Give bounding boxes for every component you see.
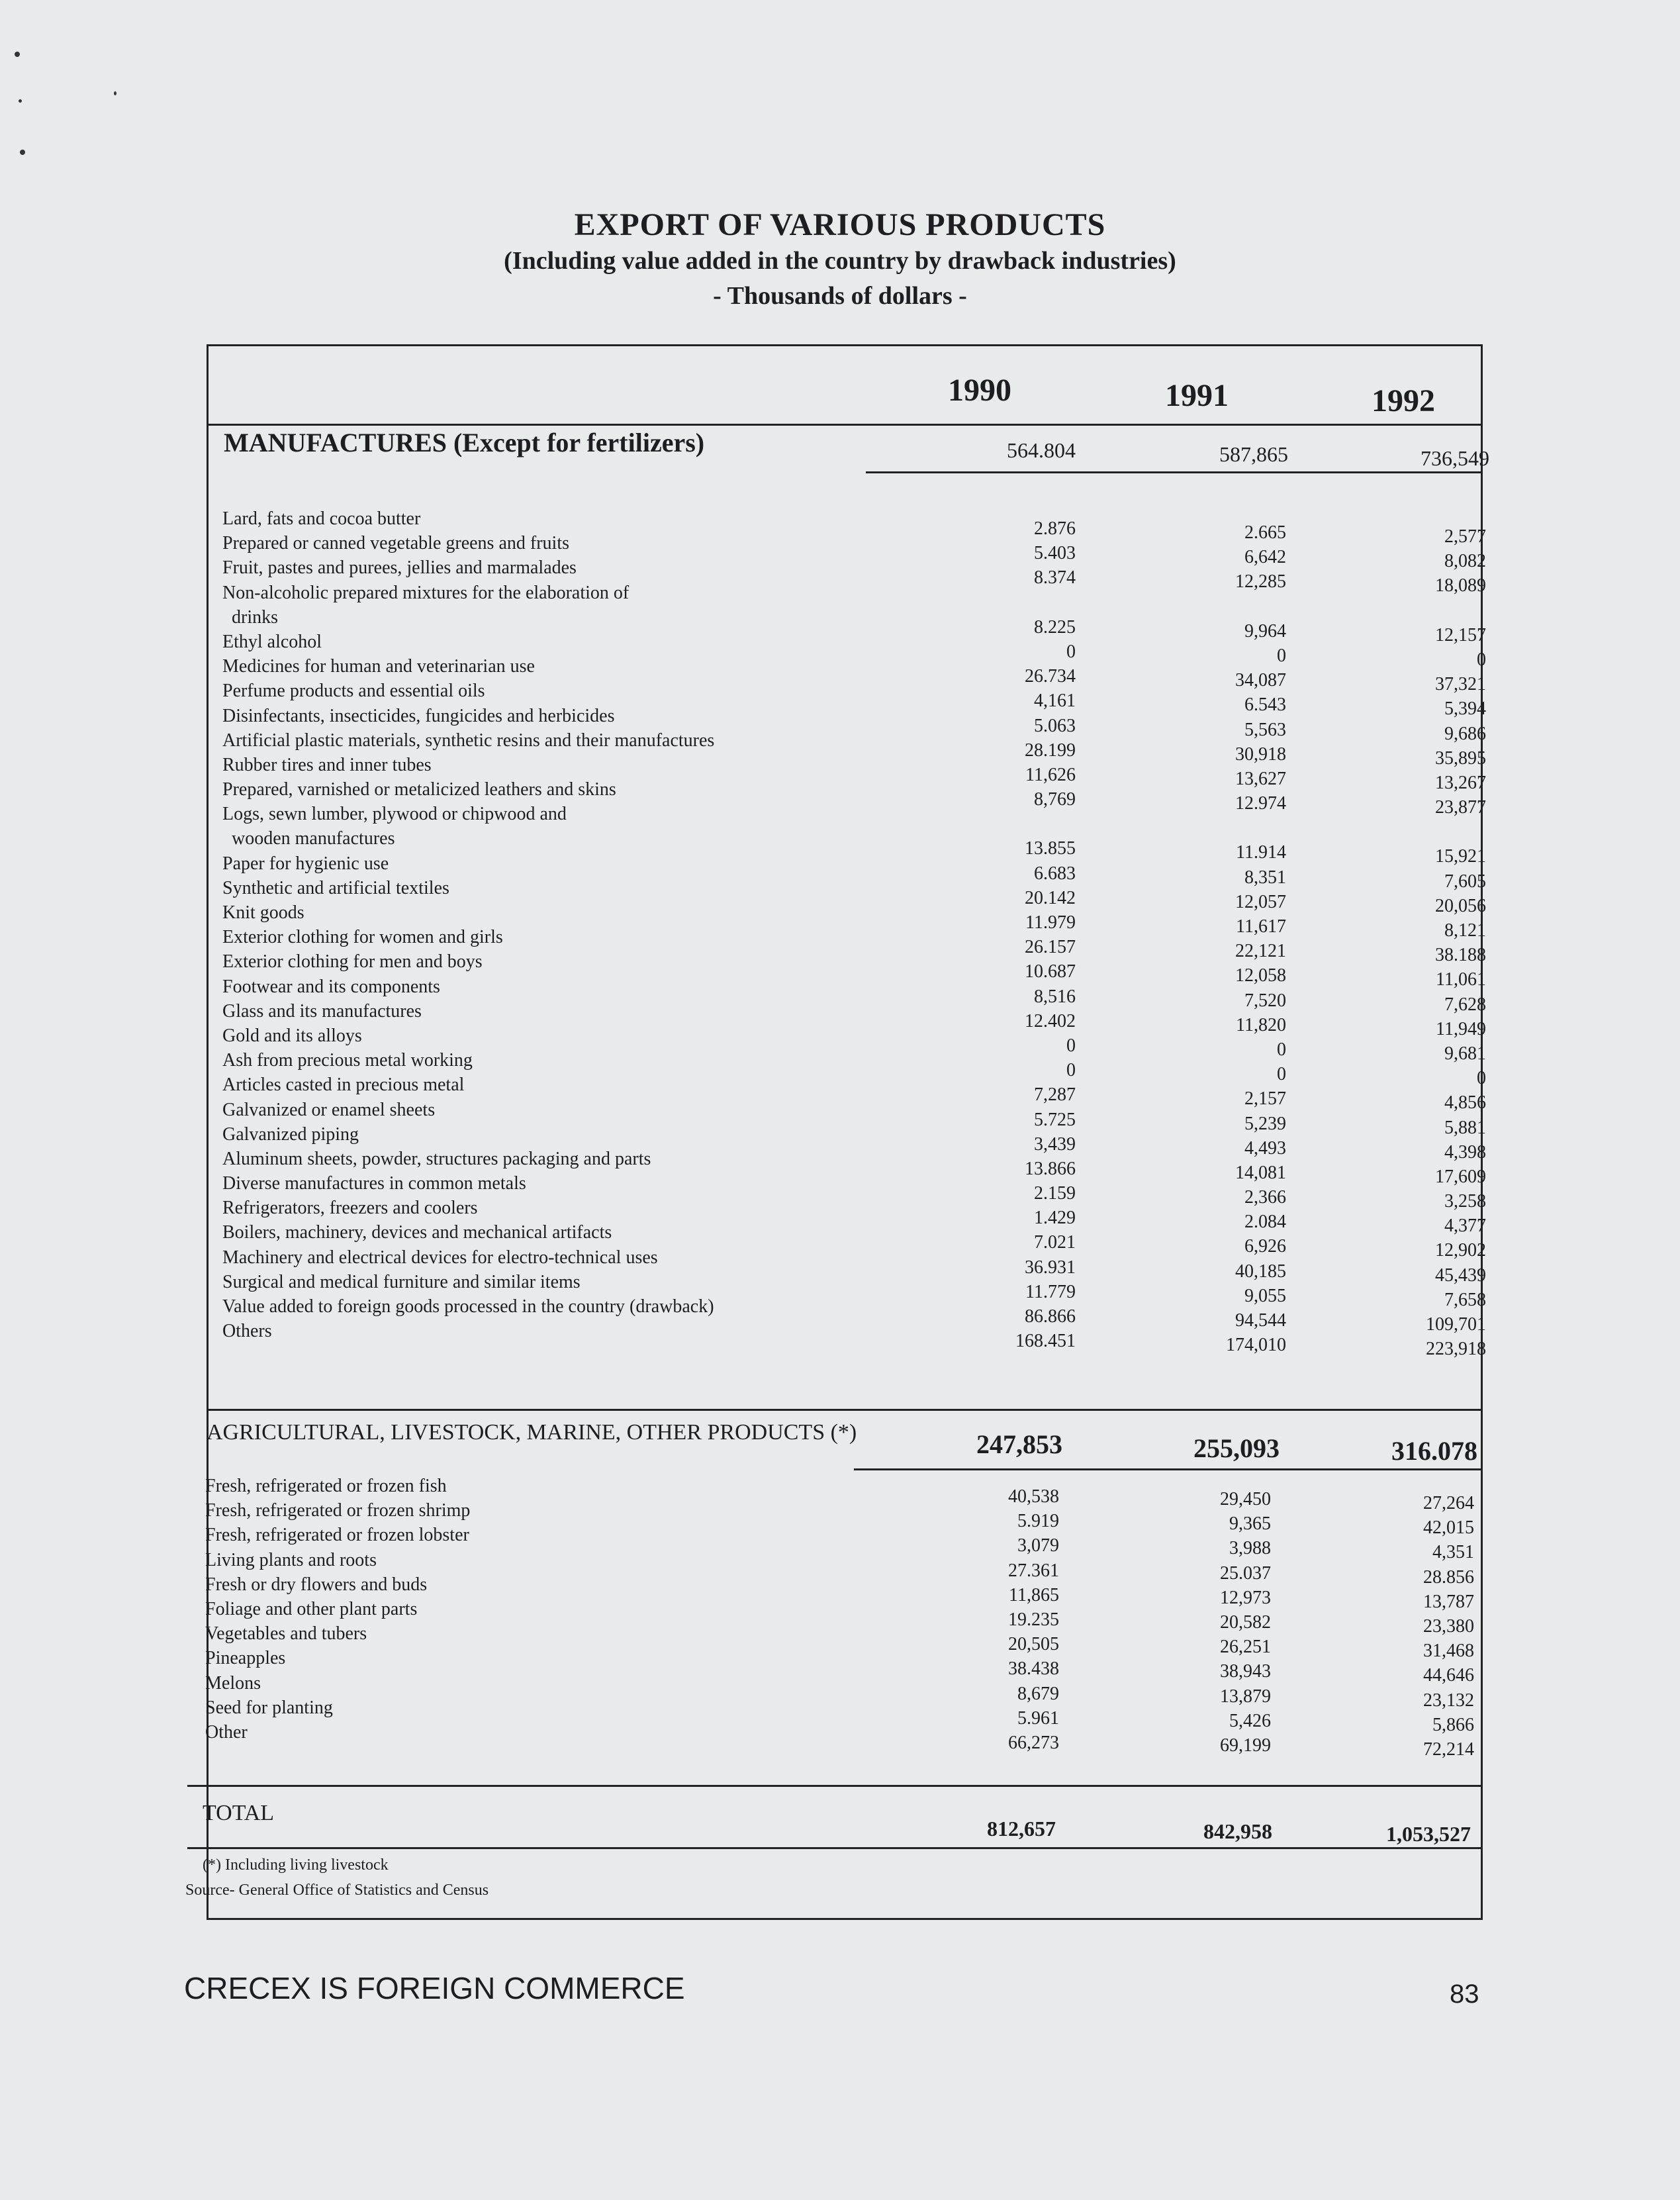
- manufactures-item-label: Ash from precious metal working: [222, 1050, 473, 1071]
- value-1991: 9,365: [1229, 1513, 1271, 1535]
- value-1990: [904, 812, 1076, 836]
- value-1991: 2.084: [1244, 1212, 1286, 1233]
- value-1992: 45,439: [1435, 1265, 1486, 1286]
- value-1992: 4,377: [1444, 1216, 1486, 1237]
- value-1992: 223,918: [1426, 1339, 1486, 1360]
- value-1992: 37,321: [1435, 674, 1486, 695]
- manufactures-values-1991: [1114, 520, 1286, 1357]
- value-1991: [1114, 595, 1286, 619]
- value-1990: 6.683: [1034, 863, 1076, 884]
- value-1990: 2.159: [1034, 1183, 1076, 1204]
- value-1990: 0: [1066, 641, 1076, 662]
- value-1990: 26.734: [1025, 666, 1076, 687]
- value-1991: 2,157: [1244, 1088, 1286, 1110]
- value-1991: 25.037: [1220, 1562, 1271, 1584]
- value-1990: 66,273: [1008, 1732, 1059, 1753]
- value-1992: 7,658: [1444, 1289, 1486, 1310]
- value-1992: 28.856: [1423, 1566, 1474, 1588]
- value-1991: 12.974: [1235, 793, 1286, 814]
- value-1992: 27,264: [1423, 1493, 1474, 1513]
- total-label: TOTAL: [203, 1801, 275, 1825]
- value-1992: 4,398: [1444, 1141, 1486, 1163]
- value-1991: 11.914: [1236, 842, 1286, 863]
- value-1992: 23,132: [1423, 1690, 1474, 1711]
- value-1991: 11,617: [1236, 916, 1286, 937]
- manufactures-item-label: Others: [222, 1321, 272, 1342]
- agricultural-item-label: Vegetables and tubers: [205, 1623, 367, 1645]
- manufactures-item-label: Surgical and medical furniture and similar items: [222, 1271, 581, 1292]
- value-1992: 17,609: [1435, 1166, 1486, 1187]
- value-1991: 40,185: [1235, 1261, 1286, 1282]
- value-1992: 4,856: [1444, 1092, 1486, 1114]
- value-1990: 26.157: [1025, 937, 1076, 958]
- agricultural-item-label: Seed for planting: [205, 1697, 333, 1718]
- value-1991: 12,973: [1220, 1587, 1271, 1608]
- manufactures-item-label: Fruit, pastes and purees, jellies and marmalades: [222, 557, 577, 579]
- value-1991: 9,964: [1244, 620, 1286, 642]
- value-1992: [1314, 598, 1486, 623]
- agricultural-item-label: Fresh or dry flowers and buds: [205, 1574, 428, 1595]
- manufactures-item-label: Disinfectants, insecticides, fungicides and herbicides: [222, 705, 615, 726]
- manufactures-total-1992: 736,549: [1421, 446, 1489, 470]
- value-1990: 11.979: [1025, 912, 1076, 933]
- value-1991: 29,450: [1220, 1489, 1271, 1509]
- value-1992: 31,468: [1423, 1641, 1474, 1662]
- year-header-1992: 1992: [1372, 383, 1435, 418]
- value-1990: 11.779: [1025, 1281, 1076, 1302]
- manufactures-values-1990: [904, 516, 1076, 1353]
- total-divider: [187, 1785, 1483, 1787]
- manufactures-item-label: Machinery and electrical devices for electro-technical uses: [222, 1247, 658, 1268]
- manufactures-item-label: drinks: [232, 606, 278, 628]
- value-1992: 42,015: [1423, 1517, 1474, 1539]
- page-subtitle: (Including value added in the country by drawback industries): [504, 247, 1176, 275]
- value-1991: 5,239: [1244, 1113, 1286, 1134]
- value-1990: 13.855: [1025, 838, 1076, 859]
- value-1991: 0: [1277, 1039, 1286, 1060]
- value-1992: 13,787: [1423, 1591, 1474, 1612]
- value-1991: 94,544: [1235, 1310, 1286, 1331]
- agricultural-heading: AGRICULTURAL, LIVESTOCK, MARINE, OTHER PRODUCTS (*): [207, 1420, 857, 1445]
- value-1992: 0: [1477, 649, 1486, 670]
- agricultural-values-1992: [1302, 1491, 1474, 1762]
- value-1990: 11,626: [1025, 764, 1076, 785]
- value-1990: 5.403: [1034, 543, 1076, 564]
- manufactures-item-label: Boilers, machinery, devices and mechanical artifacts: [222, 1222, 612, 1243]
- manufactures-item-label: Aluminum sheets, powder, structures packaging and parts: [222, 1148, 651, 1169]
- value-1992: 44,646: [1423, 1665, 1474, 1686]
- value-1990: 86.866: [1025, 1306, 1076, 1327]
- value-1991: 26,251: [1220, 1637, 1271, 1658]
- value-1992: 2,577: [1444, 526, 1486, 547]
- value-1990: [904, 591, 1076, 615]
- manufactures-item-label: Synthetic and artificial textiles: [222, 877, 449, 898]
- manufactures-totals-rule: [866, 471, 1483, 473]
- scan-speck: [114, 91, 117, 95]
- value-1990: 5.725: [1034, 1109, 1076, 1130]
- page-number: 83: [1450, 1980, 1479, 2009]
- value-1992: 12,902: [1435, 1240, 1486, 1261]
- manufactures-item-label: wooden manufactures: [232, 828, 395, 849]
- value-1991: 5,426: [1229, 1710, 1271, 1731]
- value-1992: 18,089: [1435, 575, 1486, 597]
- value-1991: 4,493: [1244, 1137, 1286, 1159]
- scan-speck: [19, 99, 22, 103]
- manufactures-item-label: Medicines for human and veterinarian use: [222, 656, 535, 677]
- value-1991: 8,351: [1244, 867, 1286, 888]
- value-1992: 15,921: [1435, 846, 1486, 867]
- manufactures-item-label: Prepared, varnished or metalicized leathers and skins: [222, 779, 616, 800]
- agricultural-item-label: Fresh, refrigerated or frozen fish: [205, 1476, 447, 1496]
- value-1992: 5,394: [1444, 698, 1486, 720]
- value-1992: 11,061: [1436, 969, 1486, 990]
- value-1992: 38.188: [1435, 945, 1486, 966]
- value-1992: 72,214: [1423, 1739, 1474, 1760]
- livestock-note: (*) Including living livestock: [203, 1856, 389, 1874]
- value-1992: 13,267: [1435, 772, 1486, 793]
- manufactures-item-label: Paper for hygienic use: [222, 853, 389, 874]
- manufactures-item-label: Prepared or canned vegetable greens and fruits: [222, 533, 569, 554]
- value-1990: 4,161: [1034, 691, 1076, 712]
- value-1991: 34,087: [1235, 670, 1286, 691]
- manufactures-item-label: Logs, sewn lumber, plywood or chipwood and: [222, 804, 567, 825]
- value-1990: 28.199: [1025, 740, 1076, 761]
- manufactures-item-label: Gold and its alloys: [222, 1025, 362, 1046]
- value-1991: 0: [1277, 645, 1286, 666]
- value-1991: 0: [1277, 1064, 1286, 1085]
- manufactures-item-label: Galvanized or enamel sheets: [222, 1099, 436, 1120]
- value-1990: 11,865: [1009, 1584, 1059, 1605]
- value-1990: 10.687: [1025, 961, 1076, 982]
- value-1990: 40,538: [1008, 1486, 1059, 1507]
- value-1991: 69,199: [1220, 1735, 1271, 1756]
- value-1992: 5,881: [1444, 1117, 1486, 1138]
- value-1990: 38.438: [1008, 1658, 1059, 1680]
- page-title: EXPORT OF VARIOUS PRODUCTS: [574, 207, 1106, 242]
- value-1990: 19.235: [1008, 1609, 1059, 1630]
- value-1992: 11,949: [1436, 1018, 1486, 1039]
- manufactures-values-1992: [1314, 524, 1486, 1361]
- value-1992: 109,701: [1426, 1314, 1486, 1335]
- manufactures-item-label: Value added to foreign goods processed in the country (drawback): [222, 1296, 714, 1317]
- value-1991: [1114, 816, 1286, 840]
- value-1991: 2.665: [1244, 522, 1286, 543]
- manufactures-item-label: Ethyl alcohol: [222, 631, 322, 652]
- manufactures-item-label: Artificial plastic materials, synthetic resins and their manufactures: [222, 730, 715, 751]
- agricultural-item-label: Fresh, refrigerated or frozen lobster: [205, 1525, 469, 1546]
- manufactures-item-label: Rubber tires and inner tubes: [222, 754, 432, 775]
- value-1992: [1314, 820, 1486, 844]
- value-1990: 3,439: [1034, 1133, 1076, 1155]
- value-1990: 7,287: [1034, 1084, 1076, 1106]
- value-1991: 13,627: [1235, 768, 1286, 789]
- value-1992: 8,082: [1444, 551, 1486, 572]
- agricultural-values-1990: [887, 1484, 1059, 1755]
- manufactures-item-label: Refrigerators, freezers and coolers: [222, 1198, 478, 1219]
- value-1990: 13.866: [1025, 1158, 1076, 1179]
- value-1991: 3,988: [1229, 1538, 1271, 1559]
- value-1992: 23,380: [1423, 1615, 1474, 1637]
- value-1991: 22,121: [1235, 941, 1286, 962]
- manufactures-item-list: [222, 506, 871, 1343]
- total-1990: 812,657: [987, 1817, 1056, 1841]
- scan-speck: [20, 150, 25, 155]
- value-1990: 2.876: [1034, 518, 1076, 539]
- value-1990: 7.021: [1034, 1232, 1076, 1253]
- agricultural-total-1990: 247,853: [976, 1429, 1062, 1459]
- value-1990: 8,769: [1034, 789, 1076, 810]
- agricultural-item-label: Pineapples: [205, 1648, 286, 1669]
- value-1992: 8,121: [1444, 920, 1486, 941]
- value-1990: 12.402: [1025, 1010, 1076, 1031]
- manufactures-heading: MANUFACTURES (Except for fertilizers): [224, 428, 705, 457]
- manufactures-item-label: Exterior clothing for men and boys: [222, 951, 483, 973]
- value-1990: 168.451: [1015, 1331, 1076, 1352]
- manufactures-item-label: Galvanized piping: [222, 1124, 359, 1145]
- value-1990: 8.374: [1034, 567, 1076, 589]
- value-1990: 8,516: [1034, 986, 1076, 1007]
- value-1992: 3,258: [1444, 1191, 1486, 1212]
- manufactures-item-label: Glass and its manufactures: [222, 1000, 422, 1022]
- value-1991: 13,879: [1220, 1686, 1271, 1707]
- value-1991: 6,926: [1244, 1236, 1286, 1257]
- header-rule: [207, 424, 1483, 426]
- value-1990: 5.961: [1017, 1707, 1059, 1729]
- agricultural-item-label: Other: [205, 1721, 248, 1743]
- value-1990: 8.225: [1034, 616, 1076, 638]
- value-1992: 20,056: [1435, 895, 1486, 916]
- value-1992: 12,157: [1435, 624, 1486, 646]
- value-1991: 6,642: [1244, 547, 1286, 568]
- value-1991: 38,943: [1220, 1661, 1271, 1682]
- agricultural-values-1991: [1099, 1487, 1271, 1758]
- value-1990: 36.931: [1025, 1257, 1076, 1278]
- manufactures-total-1990: 564.804: [1007, 438, 1076, 462]
- value-1990: 0: [1066, 1035, 1076, 1056]
- units-label: - Thousands of dollars -: [713, 282, 967, 310]
- value-1990: 27.361: [1008, 1560, 1059, 1581]
- total-1991: 842,958: [1203, 1819, 1272, 1843]
- section-divider: [207, 1409, 1483, 1411]
- value-1992: 23,877: [1435, 797, 1486, 818]
- value-1991: 7,520: [1244, 990, 1286, 1011]
- agricultural-total-1991: 255,093: [1193, 1433, 1280, 1463]
- manufactures-item-label: Diverse manufactures in common metals: [222, 1173, 526, 1194]
- manufactures-total-1991: 587,865: [1219, 442, 1288, 466]
- manufactures-item-label: Exterior clothing for women and girls: [222, 927, 503, 948]
- value-1991: 5,563: [1244, 719, 1286, 740]
- source-note: Source- General Office of Statistics and Census: [185, 1882, 489, 1899]
- value-1992: 35,895: [1435, 747, 1486, 769]
- value-1991: 20,582: [1220, 1611, 1271, 1633]
- manufactures-item-label: Knit goods: [222, 902, 304, 923]
- value-1991: 12,057: [1235, 891, 1286, 912]
- value-1991: 2,366: [1244, 1187, 1286, 1208]
- total-1992: 1,053,527: [1386, 1822, 1471, 1846]
- value-1991: 12,058: [1235, 965, 1286, 986]
- value-1990: 1.429: [1034, 1208, 1076, 1229]
- scan-speck: [15, 52, 20, 57]
- value-1990: 5.063: [1034, 715, 1076, 736]
- agricultural-totals-rule: [854, 1468, 1483, 1470]
- manufactures-item-label: Non-alcoholic prepared mixtures for the elaboration of: [222, 582, 630, 603]
- publication-name: CRECEX IS FOREIGN COMMERCE: [184, 1971, 685, 2005]
- agricultural-item-label: Foliage and other plant parts: [205, 1598, 418, 1619]
- value-1990: 3,079: [1017, 1535, 1059, 1556]
- value-1991: 30,918: [1235, 743, 1286, 765]
- value-1992: 5,866: [1432, 1714, 1474, 1735]
- year-header-1990: 1990: [948, 373, 1011, 408]
- value-1992: 9,681: [1444, 1043, 1486, 1064]
- agricultural-total-1992: 316.078: [1391, 1436, 1477, 1466]
- agricultural-item-label: Living plants and roots: [205, 1549, 377, 1570]
- value-1991: 14,081: [1235, 1162, 1286, 1183]
- value-1991: 174,010: [1226, 1335, 1286, 1356]
- value-1991: 9,055: [1244, 1285, 1286, 1306]
- value-1990: 8,679: [1017, 1683, 1059, 1704]
- value-1991: 11,820: [1236, 1014, 1286, 1035]
- agricultural-item-label: Melons: [205, 1672, 261, 1694]
- value-1992: 0: [1477, 1068, 1486, 1089]
- value-1992: 9,686: [1444, 723, 1486, 744]
- manufactures-item-label: Perfume products and essential oils: [222, 681, 485, 702]
- agricultural-item-label: Fresh, refrigerated or frozen shrimp: [205, 1500, 471, 1521]
- value-1992: 4,351: [1432, 1542, 1474, 1563]
- value-1990: 0: [1066, 1060, 1076, 1081]
- value-1990: 20,505: [1008, 1634, 1059, 1655]
- value-1992: 7,605: [1444, 871, 1486, 892]
- value-1991: 6.543: [1244, 694, 1286, 716]
- manufactures-item-label: Articles casted in precious metal: [222, 1075, 465, 1096]
- manufactures-item-label: Lard, fats and cocoa butter: [222, 508, 421, 529]
- year-header-1991: 1991: [1165, 378, 1229, 413]
- total-rule: [187, 1847, 1483, 1849]
- value-1990: 5.919: [1017, 1511, 1059, 1532]
- value-1992: 7,628: [1444, 994, 1486, 1015]
- manufactures-item-label: Footwear and its components: [222, 976, 440, 997]
- agricultural-item-list: [205, 1474, 854, 1745]
- value-1990: 20.142: [1025, 887, 1076, 908]
- value-1991: 12,285: [1235, 571, 1286, 593]
